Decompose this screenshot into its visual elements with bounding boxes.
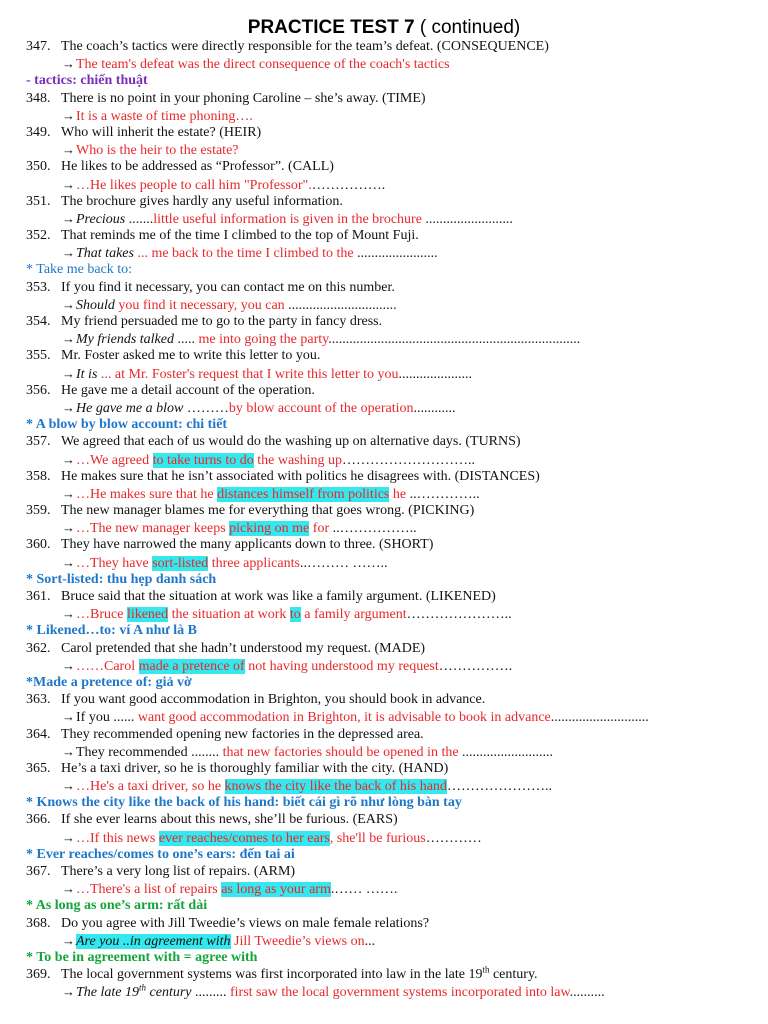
answer-line — [26, 451, 762, 468]
arrow-icon: → — [62, 56, 75, 72]
question-number: 357. — [26, 434, 51, 450]
answer-text: ..... — [177, 332, 199, 348]
answer-text: If you — [76, 710, 114, 726]
answer-text: ........................................................................ — [328, 332, 581, 348]
question-text: If she ever learns about this news, she’ll be furious. (EARS) — [61, 812, 398, 828]
highlighted-phrase: sort-listed — [152, 555, 209, 571]
arrow-icon: → — [62, 142, 75, 158]
superscript: th — [482, 966, 490, 975]
question-text: If you want good accommodation in Brighton, you should book in advance. — [61, 692, 486, 708]
question-line — [26, 227, 762, 244]
arrow-icon: → — [62, 296, 75, 312]
question-line — [26, 811, 762, 828]
arrow-icon: → — [62, 829, 75, 845]
question-text: That reminds me of the time I climbed to the top of Mount Fuji. — [61, 228, 419, 244]
question-number: 362. — [26, 640, 51, 656]
question-line — [26, 726, 762, 743]
question-line — [26, 691, 762, 708]
question-text: There is no point in your phoning Caroline – she’s away. (TIME) — [61, 90, 426, 106]
question-number: 361. — [26, 589, 51, 604]
answer-text: want good accommodation in Brighton, it is advisable to book in advance — [137, 710, 551, 726]
arrow-icon: → — [62, 245, 75, 261]
answer-text: ........ — [191, 744, 223, 760]
question-text: They recommended opening new factories in the depressed area. — [61, 726, 424, 742]
answer-line — [26, 296, 762, 313]
question-line — [26, 313, 762, 330]
answer-line — [26, 55, 762, 72]
arrow-icon: → — [62, 554, 75, 570]
question-number: 363. — [26, 692, 51, 708]
question-text: He’s a taxi driver, so he is thoroughly familiar with the city. (HAND) — [61, 760, 449, 776]
arrow-icon: → — [62, 331, 75, 347]
highlighted-phrase: Are you ..in agreement with — [76, 933, 231, 949]
answer-text: …The new manager keeps — [76, 521, 230, 537]
answer-text: ……Carol — [76, 658, 139, 674]
title-sub: ( continued) — [419, 17, 521, 38]
answer-line — [26, 880, 762, 897]
answer-text: …He's a taxi driver, so he — [76, 779, 225, 795]
question-number: 352. — [26, 228, 51, 244]
answer-line — [26, 829, 762, 846]
answer-text: first saw the local government systems incorporated into law — [230, 985, 570, 1001]
answer-text: that new factories should be opened in the — [222, 744, 463, 760]
answer-line — [26, 605, 762, 622]
arrow-icon: → — [62, 210, 75, 226]
arrow-icon: → — [62, 778, 75, 794]
answer-line — [26, 777, 762, 794]
question-line — [26, 433, 762, 450]
answer-text: ............................ — [550, 710, 649, 726]
answer-text: …He likes people to call him "Professor". — [76, 177, 312, 193]
answer-line — [26, 365, 762, 382]
highlighted-phrase: knows the city like the back of his hand — [224, 779, 447, 795]
answer-text: for — [309, 521, 333, 537]
question-text: They have narrowed the many applicants down to three. (SHORT) — [61, 537, 434, 553]
question-line — [26, 347, 762, 364]
answer-text: Should — [76, 297, 119, 313]
arrow-icon: → — [62, 657, 75, 673]
answer-text: not having understood my request — [244, 658, 439, 674]
question-line — [26, 760, 762, 777]
answer-text: Precious — [76, 211, 129, 227]
answer-text: It is a waste of time phoning…. — [76, 108, 253, 124]
question-text: Mr. Foster asked me to write this letter to you. — [61, 348, 321, 364]
answer-text: Who is the heir to the estate? — [76, 143, 239, 159]
question-text: The local government systems was first incorporated into law in the late 19 — [61, 967, 483, 983]
answer-text: ....................... — [357, 246, 438, 262]
answer-text: ....... — [128, 211, 154, 227]
answer-text: .......................... — [462, 744, 554, 760]
answer-line — [26, 554, 762, 571]
question-number: 353. — [26, 279, 51, 295]
arrow-icon: → — [62, 709, 75, 725]
question-line — [26, 966, 762, 983]
answer-line — [26, 485, 762, 502]
highlighted-phrase: made a pretence of — [138, 658, 245, 674]
answer-line — [26, 141, 762, 158]
question-number: 356. — [26, 382, 51, 398]
answer-text: ... — [364, 933, 376, 949]
title-main: PRACTICE TEST 7 — [247, 17, 415, 38]
answer-text: …There's a list of repairs — [76, 882, 222, 898]
question-text: Carol pretended that she hadn’t understood my request. (MADE) — [61, 640, 426, 656]
answer-text: you find it necessary, you can — [118, 297, 289, 313]
answer-text: My friends talked — [76, 332, 178, 348]
arrow-icon: → — [62, 984, 75, 1000]
question-text: The new manager blames me for everything that goes wrong. (PICKING) — [61, 503, 475, 519]
answer-text: ............ — [413, 400, 456, 416]
question-number: 360. — [26, 537, 51, 553]
answer-text: .......... — [569, 985, 605, 1001]
question-number: 364. — [26, 726, 51, 742]
question-number: 358. — [26, 468, 51, 484]
answer-text: ......... — [195, 985, 230, 1001]
answer-text: little useful information is given in the brochure — [153, 211, 426, 227]
question-text: The coach’s tactics were directly responsible for the team’s defeat. (CONSEQUENCE) — [61, 39, 549, 54]
question-text: There’s a very long list of repairs. (ARM) — [61, 864, 296, 879]
vocab-note: * To be in agreement with = agree with — [26, 949, 258, 965]
answer-text: ............................... — [288, 297, 397, 313]
answer-text: ...... — [113, 710, 138, 726]
answer-text: he — [389, 486, 410, 502]
question-text-tail: century. — [489, 967, 538, 983]
answer-text: ... me back to the time I climbed to the — [137, 246, 358, 262]
highlighted-phrase: as long as your arm — [221, 882, 331, 898]
answer-text: , she'll be furious — [329, 830, 426, 846]
arrow-icon: → — [62, 176, 75, 192]
answer-text: ……………. — [311, 177, 386, 193]
answer-text: ..……… …….. — [299, 555, 388, 571]
answer-line — [26, 330, 762, 347]
question-text: If you find it necessary, you can contact me on this number. — [61, 279, 395, 295]
question-line — [26, 640, 762, 657]
arrow-icon: → — [62, 743, 75, 759]
question-line — [26, 38, 762, 55]
answer-text: …We agreed — [76, 452, 153, 468]
superscript: th — [139, 983, 147, 993]
answer-line — [26, 107, 762, 124]
question-line — [26, 382, 762, 399]
question-number: 347. — [26, 39, 51, 54]
question-text: The brochure gives hardly any useful information. — [61, 193, 343, 209]
question-number: 366. — [26, 812, 51, 828]
answer-text: ………………….. — [446, 779, 552, 795]
answer-text: They recommended — [76, 744, 192, 760]
answer-text: three applicants — [208, 555, 300, 571]
answer-text: ………… — [425, 830, 482, 846]
question-text: He gave me a detail account of the operation. — [61, 382, 315, 398]
answer-text: ..................... — [398, 366, 473, 382]
answer-text: ......................... — [425, 211, 513, 227]
answer-line — [26, 708, 762, 725]
answer-text: …He makes sure that he — [76, 486, 218, 502]
answer-text: a family argument — [300, 607, 407, 623]
arrow-icon: → — [62, 399, 75, 415]
exercise-list — [26, 38, 762, 1001]
question-number: 367. — [26, 864, 51, 879]
vocab-note: * Sort-listed: thu hẹp danh sách — [26, 571, 217, 587]
answer-line — [26, 244, 762, 261]
answer-text: the washing up — [253, 452, 342, 468]
question-line — [26, 124, 762, 141]
question-text: He makes sure that he isn’t associated with politics he disagrees with. (DISTANCES) — [61, 468, 540, 484]
arrow-icon: → — [62, 932, 75, 948]
answer-text: me into going the party — [198, 332, 329, 348]
answer-text: ……… — [186, 400, 229, 416]
answer-text: ………………….. — [406, 607, 512, 623]
question-line — [26, 158, 762, 175]
question-line — [26, 863, 762, 880]
question-text: Bruce said that the situation at work was like a family argument. (LIKENED) — [61, 589, 496, 604]
question-line — [26, 536, 762, 553]
question-number: 365. — [26, 760, 51, 776]
answer-text: ..…………….. — [332, 521, 417, 537]
answer-text: .…… ……. — [330, 882, 398, 898]
question-line — [26, 279, 762, 296]
question-number: 351. — [26, 193, 51, 209]
highlighted-phrase: distances himself from politics — [217, 486, 390, 502]
vocab-note: * Take me back to: — [26, 262, 133, 278]
answer-text: It is — [76, 366, 101, 382]
answer-line — [26, 399, 762, 416]
answer-text: ... at Mr. Foster's request that I write this letter to you — [100, 366, 399, 382]
answer-text: The team's defeat was the direct consequence of the coach's tactics — [76, 57, 450, 73]
question-number: 348. — [26, 90, 51, 106]
vocab-note: *Made a pretence of: giả vờ — [26, 674, 192, 690]
answer-line — [26, 176, 762, 193]
arrow-icon: → — [62, 107, 75, 123]
answer-text: …They have — [76, 555, 153, 571]
question-number: 359. — [26, 503, 51, 519]
vocab-note: * As long as one’s arm: rất dài — [26, 898, 208, 914]
answer-text: That takes — [76, 246, 138, 262]
answer-line — [26, 210, 762, 227]
vocab-note: - tactics: chiến thuật — [26, 73, 148, 89]
answer-text: …If this news — [76, 830, 159, 846]
answer-text: The late 19 — [76, 985, 139, 1001]
answer-text: …Bruce — [76, 607, 127, 623]
answer-text: by blow account of the operation — [228, 400, 414, 416]
question-text: My friend persuaded me to go to the party in fancy dress. — [61, 314, 383, 329]
page-title — [0, 16, 768, 40]
question-text: He likes to be addressed as “Professor”. (CALL) — [61, 159, 334, 175]
question-line — [26, 468, 762, 485]
question-line — [26, 915, 762, 932]
question-number: 350. — [26, 159, 51, 175]
highlighted-phrase: to take turns to do — [152, 452, 254, 468]
question-number: 349. — [26, 124, 51, 140]
arrow-icon: → — [62, 606, 75, 622]
highlighted-phrase: to — [289, 607, 301, 623]
question-line — [26, 502, 762, 519]
vocab-note: * Likened…to: ví A như là B — [26, 623, 197, 639]
question-line — [26, 90, 762, 107]
question-number: 368. — [26, 915, 51, 931]
question-text: Who will inherit the estate? (HEIR) — [61, 124, 262, 140]
answer-text: He gave me a blow — [76, 400, 187, 416]
question-number: 355. — [26, 348, 51, 364]
answer-line — [26, 743, 762, 760]
vocab-note: * Ever reaches/comes to one’s ears: đến tai ai — [26, 846, 295, 862]
arrow-icon: → — [62, 451, 75, 467]
answer-text: ……………………….. — [342, 452, 475, 468]
question-number: 354. — [26, 314, 51, 329]
answer-text: century — [146, 985, 195, 1001]
question-line — [26, 588, 762, 605]
arrow-icon: → — [62, 365, 75, 381]
answer-line — [26, 657, 762, 674]
answer-line — [26, 983, 762, 1000]
vocab-note: * Knows the city like the back of his hand: biết cái gì rõ như lòng bàn tay — [26, 795, 462, 811]
arrow-icon: → — [62, 881, 75, 897]
answer-text: ..………….. — [409, 486, 480, 502]
answer-line — [26, 932, 762, 949]
vocab-note: * A blow by blow account: chi tiết — [26, 417, 228, 433]
highlighted-phrase: ever reaches/comes to her ears — [158, 830, 330, 846]
answer-text: ……………. — [438, 658, 513, 674]
question-text: Do you agree with Jill Tweedie’s views on male female relations? — [61, 915, 430, 931]
highlighted-phrase: likened — [126, 607, 169, 623]
question-text: We agreed that each of us would do the washing up on alternative days. (TURNS) — [61, 434, 521, 450]
arrow-icon: → — [62, 485, 75, 501]
answer-text: Jill Tweedie’s views on — [230, 933, 365, 949]
question-line — [26, 193, 762, 210]
answer-text: the situation at work — [168, 607, 290, 623]
arrow-icon: → — [62, 520, 75, 536]
answer-line — [26, 519, 762, 536]
question-number: 369. — [26, 967, 51, 983]
highlighted-phrase: picking on me — [229, 521, 310, 537]
